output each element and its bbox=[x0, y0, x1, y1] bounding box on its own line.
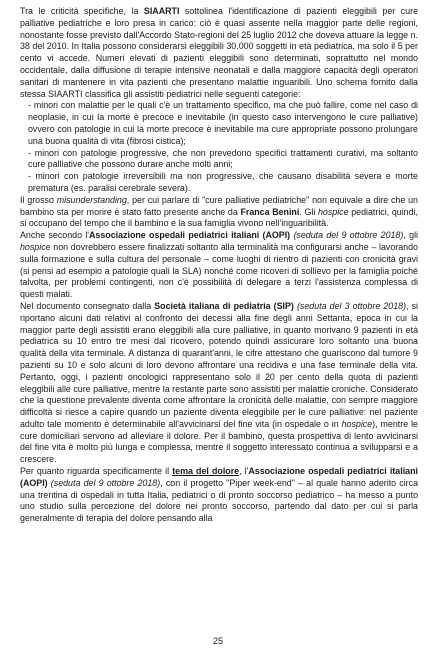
bold-run: Associazione ospedali pediatrici italiani (AOPI) bbox=[20, 466, 418, 488]
bold-run: tema del dolore bbox=[172, 466, 240, 477]
italic-run: (seduta del 9 ottobre 2018) bbox=[50, 477, 161, 488]
list-item: - minori con patologie progressive, che non prevedono specifici trattamenti curativi, ma soltanto cure palliative che possono durare anche molti anni; bbox=[28, 147, 418, 170]
italic-run: hospice bbox=[20, 241, 51, 252]
document-page bbox=[20, 6, 418, 525]
italic-run: hospice bbox=[317, 206, 349, 217]
paragraph: Nel documento consegnato dalla Società italiana di pediatria (SIP) (seduta del 3 ottobre 2018), si riportano alcuni dati relativi al confronto dei decessi alla fine degli anni Settanta, epoca in cui la maggior parte degli assistiti erano eleggibili alla cure palliative, in quanto morivano 9 pazienti in età pediatrica su 10 entro tre mesi dal ricovero, potendo quindi assicurare loro soltanto una buona qualità della vita terminale. A distanza di quarant'anni, le cifre attestano che guariscono dal tumore 9 pazienti su 10 e solo alcuni di loro devono affrontare una recidiva e una fase terminale della vita. Pertanto, oggi, i pazienti oncologici rappresentano solo il 20 per cento della quota di pazienti eleggibili alle cure palliative, mentre la restante parte sono assistiti per malattie croniche. Considerato che la questione prevalente diventa come affrontare la cronicità delle malattie, con sempre maggiore difficoltà si riesce a capire quando un paziente diventa eleggibile per le cure palliative: nel paziente adulto tale momento è determinabile all'avvicinarsi del fine vita (in ospedale o in hospice), mentre le cure domiciliari servono ad alleviare il dolore. Per il bambino, questa prospettiva di lento avvicinarsi del fine vita è molto più lunga e complessa, mentre il soggetto interessato continua a svilupparsi e a crescere. bbox=[20, 300, 419, 465]
italic-run: (seduta del 3 ottobre 2018) bbox=[296, 300, 407, 311]
list-item: - minori con malattie per le quali c'è un trattamento specifico, ma che può fallire, come nel caso di neoplasie, in cui la morte è precoce e inevitabile (in questo caso intervengono le cure palliative) ovvero con patologie in cui la morte precoce è inevitabile ma cure appropriate possono prolungare una buona qualità di vita (fibrosi cistica); bbox=[28, 100, 418, 146]
bold-run: Società italiana di pediatria (SIP) bbox=[154, 300, 294, 311]
paragraph: Il grosso misunderstanding, per cui parlare di "cure palliative pediatriche" non equivale a dire che un bambino sta per morire è stato fatto presente anche da Franca Benini. Gli hospice pediatrici, quindi, si occupano del tempo che il bambino e la sua famiglia vivono nell'inguaribilità. bbox=[20, 194, 418, 229]
page-number: 25 bbox=[212, 636, 223, 646]
paragraph: Anche secondo l'Associazione ospedali pediatrici italiani (AOPI) (seduta del 9 ottobre 2018), gli hospice non dovrebbero essere finalizzati soltanto alla terminalità ma configurarsi anche – lavorando sulla formazione e sulla cultura del personale – come luoghi di rientro di pazienti con cronicità gravi (si pensi ad esempio a patologie quali la SLA) nonché come ricoveri di sollievo per la famiglia poiché talvolta, per problemi contingenti, non c'è possibilità di delegare a terzi l'assistenza complessa di questi malati. bbox=[20, 230, 419, 300]
bold-run: Associazione ospedali pediatrici italiani (AOPI) bbox=[89, 230, 291, 241]
italic-run: (seduta del 9 ottobre 2018) bbox=[293, 230, 404, 241]
italic-run: hospice bbox=[341, 418, 373, 429]
paragraph: Tra le criticità specifiche, la SIAARTI sottolinea l'identificazione di pazienti eleggibili per cure palliative pediatriche e loro presa in carico: ciò è quasi assente nella maggior parte delle regioni, nonostante fosse previsto dall'Accordo Stato-regioni del 25 luglio 2012 che doveva attuare la legge n. 38 del 2010. In Italia possono considerarsi eleggibili 30.000 soggetti in età pediatrica, ma solo il 5 per cento vi accede. Numeri elevati di pazienti eleggibili sono determinati, soprattutto nel mondo occidentale, dalla diffusione di terapie intensive neonatali e dalla maggiore capacità degli operatori sanitari di mantenere in vita pazienti che presentano malattie inguaribili. Uno schema fornito dalla stessa SIAARTI classifica gli assistiti pediatrici nelle seguenti categorie: bbox=[20, 6, 419, 99]
bold-run: SIAARTI bbox=[143, 6, 180, 16]
list-item: - minori con patologie irreversibili ma non progressive, che causano disabilità severa e morte prematura (es. paralisi cerebrale severa). bbox=[28, 171, 418, 193]
bold-run: Franca Benini bbox=[240, 206, 300, 217]
paragraph: Per quanto riguarda specificamente il tema del dolore, l'Associazione ospedali pediatrici italiani (AOPI) (seduta del 9 ottobre 2018), con il progetto "Piper week-end" – al quale hanno aderito circa una trentina di ospedali in tutta Italia, pediatrici o di pronto soccorso pediatrico – ha messo a punto uno studio sulla percezione del dolore nei pronto soccorso, partendo dal dato per cui si parla generalmente di terapia del dolore pensando alla bbox=[20, 466, 419, 524]
italic-run: misunderstanding bbox=[56, 194, 127, 205]
